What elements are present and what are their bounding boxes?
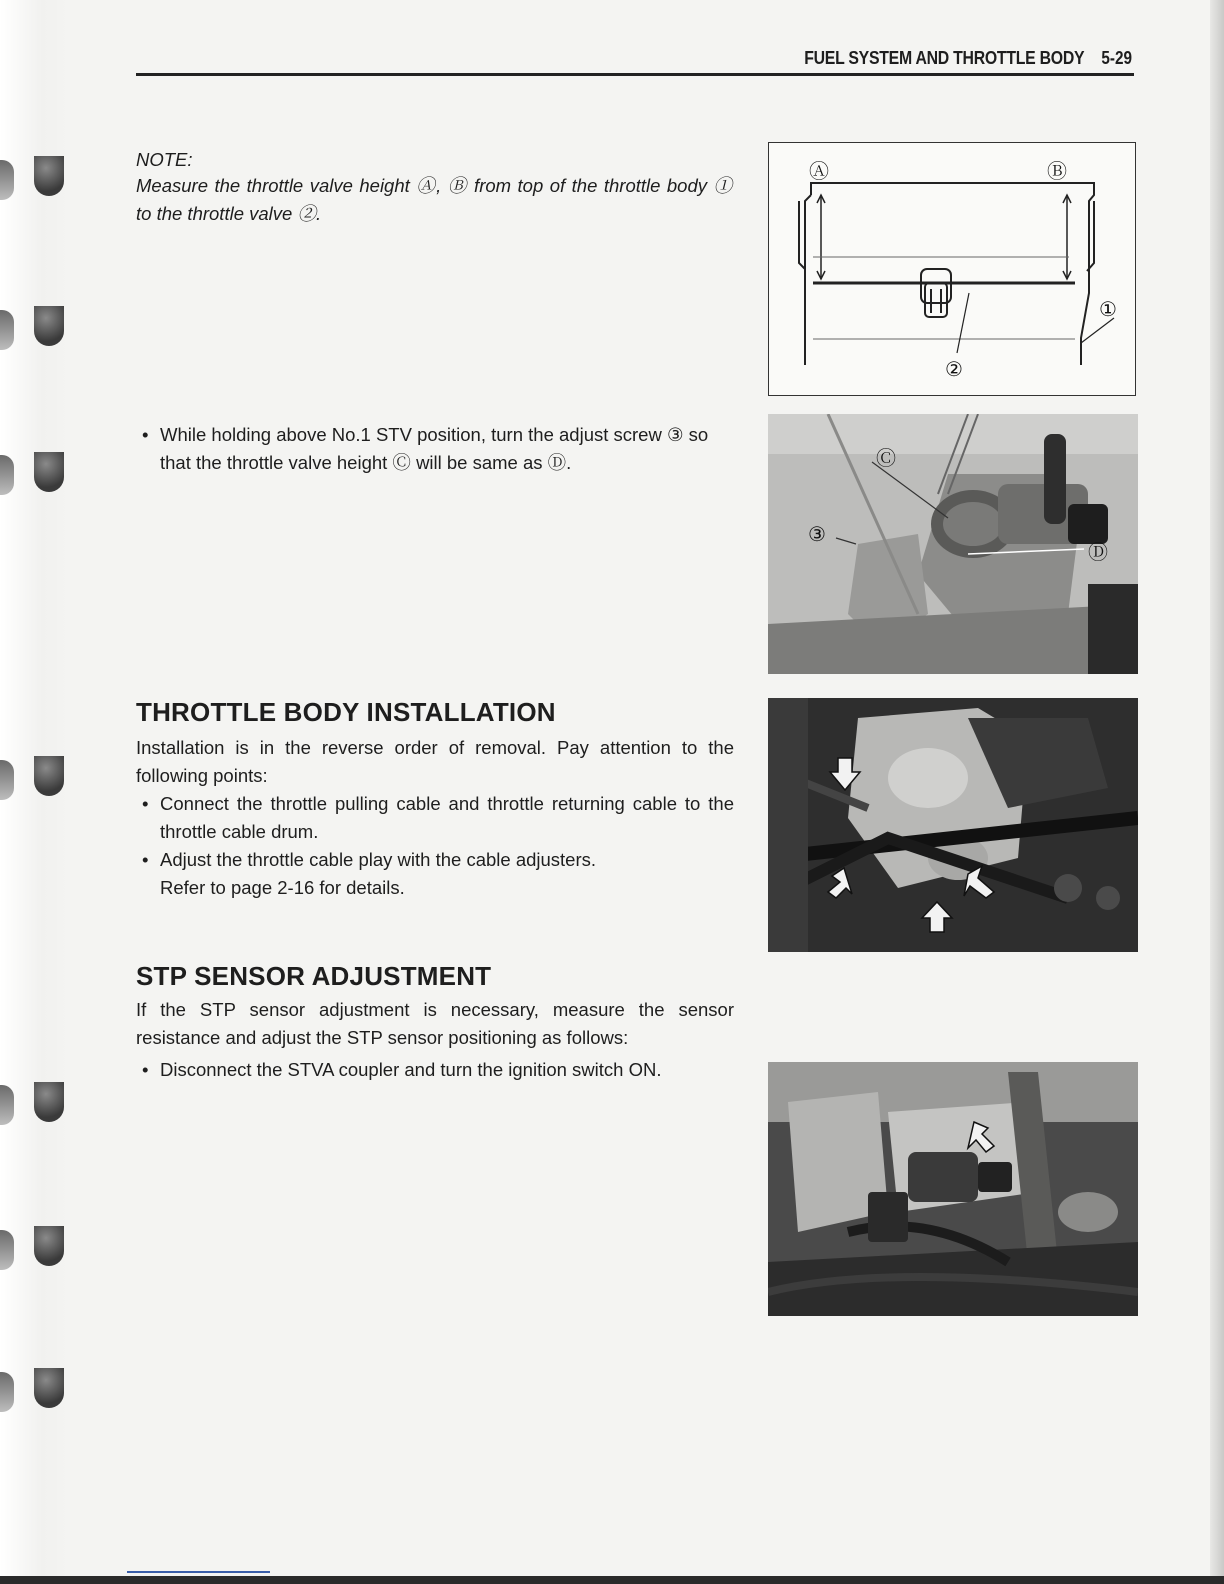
binder-hole: [0, 760, 14, 800]
binder-hole: [34, 756, 64, 796]
binder-hole: [34, 1226, 64, 1266]
note-label: NOTE:: [136, 149, 193, 170]
binder-hole: [34, 1368, 64, 1408]
binder-hole: [34, 452, 64, 492]
label-a: Ⓐ: [809, 159, 829, 183]
header-rule: [136, 73, 1134, 76]
installation-bullet-text: Connect the throttle pulling cable and throttle returning cable to the throttle cable drum.: [160, 793, 734, 842]
binder-hole: [34, 1082, 64, 1122]
cable-routing-photo: [768, 698, 1138, 952]
label-b: Ⓑ: [1047, 159, 1067, 183]
bullet-mark: •: [142, 849, 149, 870]
page-edge: [1210, 0, 1224, 1584]
label-1: ①: [1099, 297, 1117, 321]
adjust-step-text: While holding above No.1 STV position, turn the adjust screw ③ so that the throttle valve height Ⓒ will be same as Ⓓ.: [160, 424, 709, 473]
binder-hole: [0, 160, 14, 200]
page-header: [136, 44, 1134, 78]
throttle-valve-height-diagram: [768, 142, 1136, 396]
footer-mark: [127, 1571, 270, 1573]
installation-reference: Refer to page 2-16 for details.: [160, 877, 405, 898]
installation-bullet-text: Adjust the throttle cable play with the cable adjusters.: [160, 849, 597, 870]
stva-coupler-photo: [768, 1062, 1138, 1316]
page-number: 5-29: [1101, 48, 1132, 68]
binder-hole: [0, 1085, 14, 1125]
label-2: ②: [945, 357, 963, 381]
binder-hole: [0, 1372, 14, 1412]
page-bottom-edge: [0, 1576, 1224, 1584]
binder-hole: [0, 455, 14, 495]
stp-bullet-text: Disconnect the STVA coupler and turn the ignition switch ON.: [160, 1059, 662, 1080]
bullet-mark: •: [142, 1059, 149, 1080]
note-text: Measure the throttle valve height Ⓐ, Ⓑ from top of the throttle body ① to the throttle valve ②.: [136, 175, 732, 224]
label-d: Ⓓ: [1088, 540, 1108, 564]
installation-heading: THROTTLE BODY INSTALLATION: [136, 697, 556, 727]
binder-hole: [0, 1230, 14, 1270]
binder-hole: [0, 310, 14, 350]
label-c: Ⓒ: [876, 446, 896, 470]
bullet-mark: •: [142, 793, 149, 814]
binder-hole: [34, 306, 64, 346]
binder-hole: [34, 156, 64, 196]
binder-margin: [0, 0, 70, 1584]
label-3: ③: [808, 522, 826, 546]
stp-heading: STP SENSOR ADJUSTMENT: [136, 961, 492, 991]
section-title: FUEL SYSTEM AND THROTTLE BODY: [803, 48, 1084, 68]
stp-intro: If the STP sensor adjustment is necessary, measure the sensor resistance and adjust the STP sensor positioning as follows:: [136, 999, 734, 1048]
bullet-mark: •: [142, 424, 149, 445]
adjust-screw-photo: [768, 414, 1138, 674]
installation-intro: Installation is in the reverse order of removal. Pay attention to the following points:: [136, 737, 734, 786]
